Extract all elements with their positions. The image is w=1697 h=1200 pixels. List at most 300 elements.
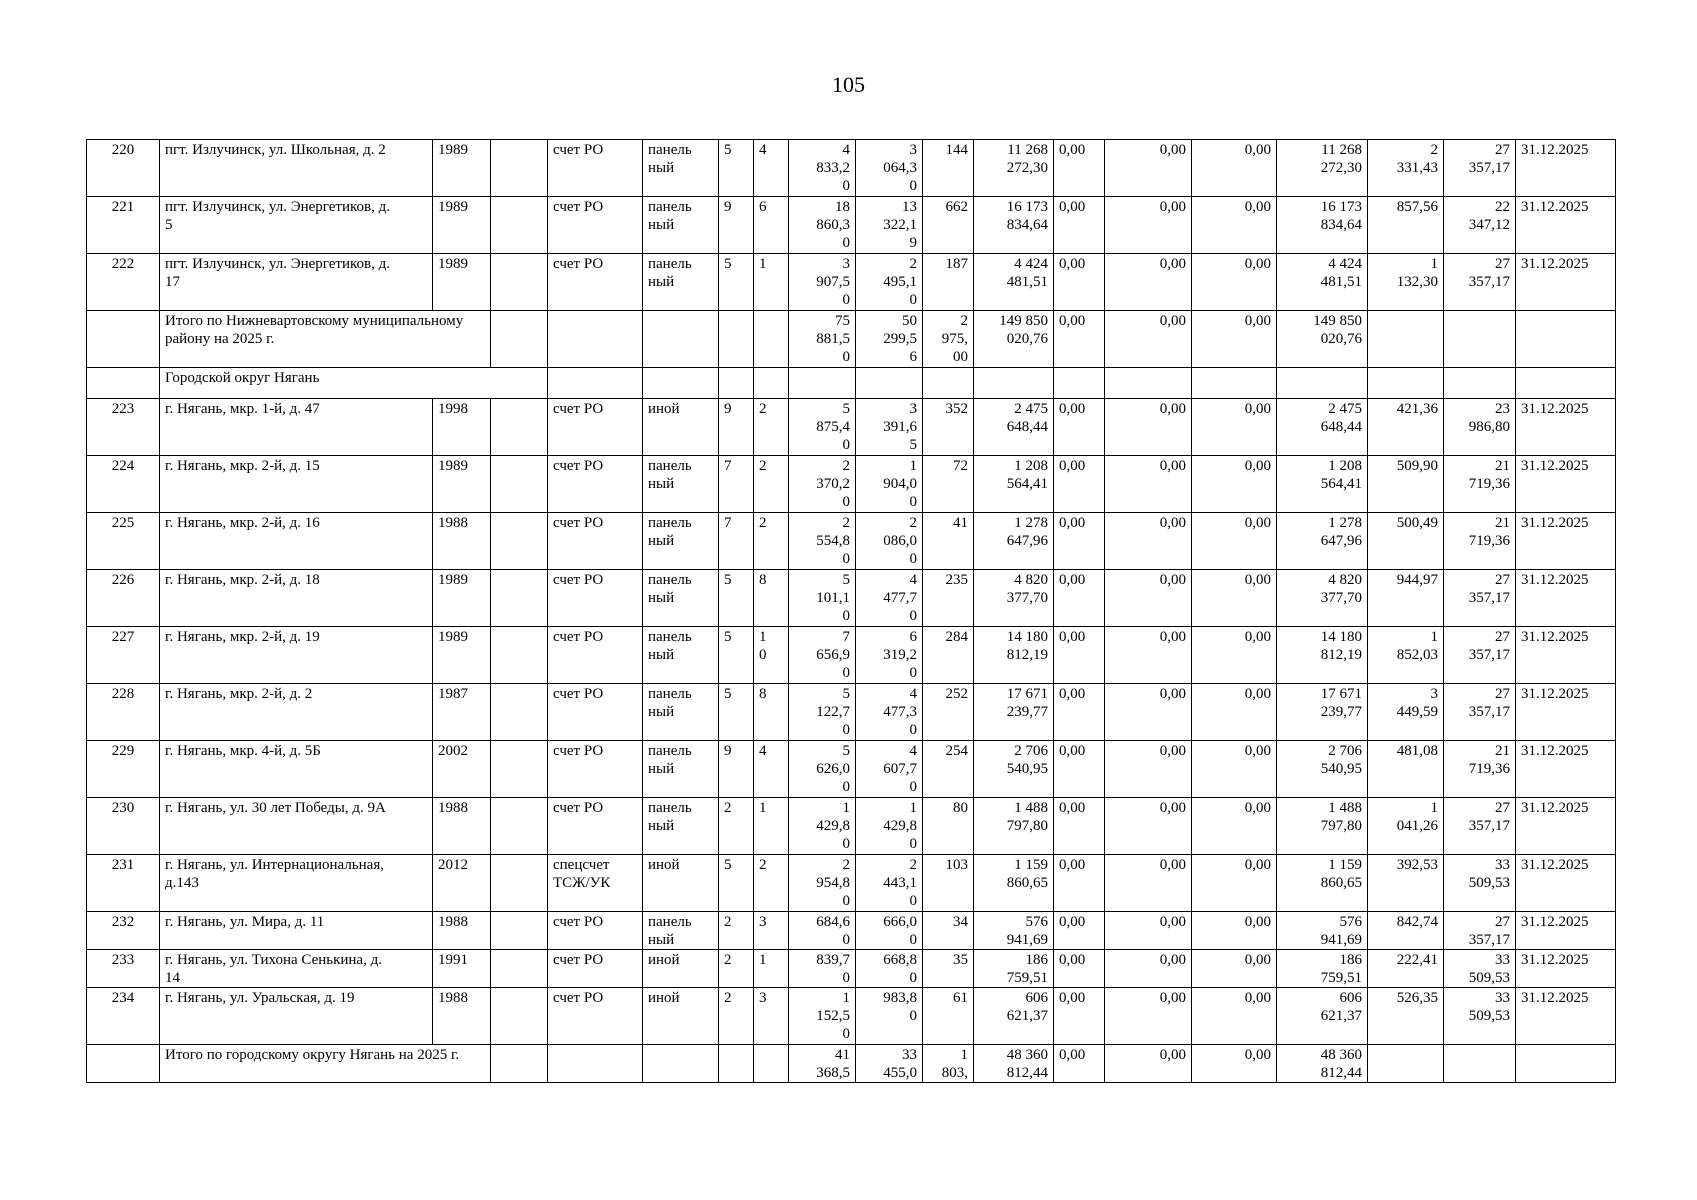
amount-cell: 0,00 bbox=[1054, 311, 1105, 368]
residents-cell: 254 bbox=[923, 741, 974, 798]
empty-cell bbox=[491, 684, 548, 741]
empty-cell bbox=[856, 368, 923, 399]
empty-cell bbox=[491, 855, 548, 912]
empty-cell bbox=[1105, 368, 1192, 399]
cost-cell: 16 173 834,64 bbox=[974, 197, 1054, 254]
cost-cell: 149 850 020,76 bbox=[974, 311, 1054, 368]
wall-material-cell: панель ный bbox=[643, 912, 719, 950]
empty-cell bbox=[974, 368, 1054, 399]
living-area-cell: 2 443,1 0 bbox=[856, 855, 923, 912]
account-cell: счет РО bbox=[548, 950, 643, 988]
repair-program-table bbox=[86, 139, 1616, 1083]
cost-cell: 1 488 797,80 bbox=[974, 798, 1054, 855]
wall-material-cell: иной bbox=[643, 855, 719, 912]
entrances-cell: 1 bbox=[754, 798, 789, 855]
specific-cost-cell: 509,90 bbox=[1368, 456, 1444, 513]
amount-cell: 0,00 bbox=[1192, 513, 1277, 570]
total-area-cell: 18 860,3 0 bbox=[789, 197, 856, 254]
amount-cell: 0,00 bbox=[1054, 855, 1105, 912]
empty-cell bbox=[491, 741, 548, 798]
completion-date-cell: 31.12.2025 bbox=[1516, 513, 1616, 570]
limit-cost-cell: 27 357,17 bbox=[1444, 684, 1516, 741]
total-row bbox=[87, 311, 1616, 368]
limit-cost-cell: 33 509,53 bbox=[1444, 950, 1516, 988]
residents-cell: 80 bbox=[923, 798, 974, 855]
living-area-cell: 33 455,0 bbox=[856, 1045, 923, 1083]
amount-cell: 0,00 bbox=[1105, 855, 1192, 912]
amount-cell: 0,00 bbox=[1192, 197, 1277, 254]
amount-cell: 0,00 bbox=[1054, 912, 1105, 950]
wall-material-cell: панель ный bbox=[643, 798, 719, 855]
amount-cell: 0,00 bbox=[1054, 798, 1105, 855]
floors-cell: 5 bbox=[719, 140, 754, 197]
empty-cell bbox=[491, 1045, 548, 1083]
amount-cell: 0,00 bbox=[1105, 513, 1192, 570]
entrances-cell: 2 bbox=[754, 456, 789, 513]
total-label: Итого по городскому округу Нягань на 2025 г. bbox=[160, 1045, 491, 1083]
table-row bbox=[87, 741, 1616, 798]
empty-cell bbox=[491, 950, 548, 988]
table-row bbox=[87, 684, 1616, 741]
entrances-cell: 1 bbox=[754, 950, 789, 988]
floors-cell: 2 bbox=[719, 950, 754, 988]
row-number-cell: 232 bbox=[87, 912, 160, 950]
residents-cell: 61 bbox=[923, 988, 974, 1045]
total-area-cell: 75 881,5 0 bbox=[789, 311, 856, 368]
empty-cell bbox=[1444, 368, 1516, 399]
row-number-cell: 230 bbox=[87, 798, 160, 855]
account-cell: счет РО bbox=[548, 798, 643, 855]
floors-cell: 9 bbox=[719, 741, 754, 798]
cost-cell: 48 360 812,44 bbox=[974, 1045, 1054, 1083]
table-row bbox=[87, 197, 1616, 254]
residents-cell: 2 975, 00 bbox=[923, 311, 974, 368]
living-area-cell: 13 322,1 9 bbox=[856, 197, 923, 254]
wall-material-cell: панель ный bbox=[643, 684, 719, 741]
cost-cell: 186 759,51 bbox=[974, 950, 1054, 988]
account-cell: счет РО bbox=[548, 254, 643, 311]
fund-cell: 149 850 020,76 bbox=[1277, 311, 1368, 368]
address-cell: г. Нягань, мкр. 2-й, д. 15 bbox=[160, 456, 433, 513]
address-cell: г. Нягань, мкр. 2-й, д. 18 bbox=[160, 570, 433, 627]
empty-cell bbox=[491, 456, 548, 513]
specific-cost-cell: 222,41 bbox=[1368, 950, 1444, 988]
empty-cell bbox=[754, 311, 789, 368]
limit-cost-cell: 21 719,36 bbox=[1444, 741, 1516, 798]
amount-cell: 0,00 bbox=[1054, 988, 1105, 1045]
cost-cell: 14 180 812,19 bbox=[974, 627, 1054, 684]
residents-cell: 187 bbox=[923, 254, 974, 311]
floors-cell: 2 bbox=[719, 988, 754, 1045]
table-row bbox=[87, 513, 1616, 570]
table-row bbox=[87, 855, 1616, 912]
empty-cell bbox=[1192, 368, 1277, 399]
entrances-cell: 6 bbox=[754, 197, 789, 254]
page-number: 105 bbox=[832, 72, 865, 97]
completion-date-cell: 31.12.2025 bbox=[1516, 254, 1616, 311]
floors-cell: 7 bbox=[719, 456, 754, 513]
total-area-cell: 2 554,8 0 bbox=[789, 513, 856, 570]
table-body bbox=[87, 140, 1616, 1083]
row-number-cell: 228 bbox=[87, 684, 160, 741]
limit-cost-cell: 27 357,17 bbox=[1444, 570, 1516, 627]
total-area-cell: 41 368,5 bbox=[789, 1045, 856, 1083]
empty-cell bbox=[1368, 1045, 1444, 1083]
wall-material-cell: панель ный bbox=[643, 627, 719, 684]
amount-cell: 0,00 bbox=[1054, 399, 1105, 456]
specific-cost-cell: 392,53 bbox=[1368, 855, 1444, 912]
wall-material-cell: иной bbox=[643, 988, 719, 1045]
account-cell: счет РО bbox=[548, 399, 643, 456]
completion-date-cell: 31.12.2025 bbox=[1516, 197, 1616, 254]
account-cell: счет РО bbox=[548, 988, 643, 1045]
account-cell: счет РО bbox=[548, 513, 643, 570]
fund-cell: 1 488 797,80 bbox=[1277, 798, 1368, 855]
amount-cell: 0,00 bbox=[1054, 570, 1105, 627]
amount-cell: 0,00 bbox=[1105, 627, 1192, 684]
amount-cell: 0,00 bbox=[1192, 950, 1277, 988]
amount-cell: 0,00 bbox=[1105, 798, 1192, 855]
living-area-cell: 3 391,6 5 bbox=[856, 399, 923, 456]
total-area-cell: 3 907,5 0 bbox=[789, 254, 856, 311]
fund-cell: 1 208 564,41 bbox=[1277, 456, 1368, 513]
address-cell: г. Нягань, ул. 30 лет Победы, д. 9А bbox=[160, 798, 433, 855]
wall-material-cell: панель ный bbox=[643, 513, 719, 570]
entrances-cell: 3 bbox=[754, 988, 789, 1045]
living-area-cell: 4 607,7 0 bbox=[856, 741, 923, 798]
amount-cell: 0,00 bbox=[1192, 140, 1277, 197]
living-area-cell: 983,8 0 bbox=[856, 988, 923, 1045]
total-label: Итого по Нижневартовскому муниципальному району на 2025 г. bbox=[160, 311, 491, 368]
wall-material-cell: панель ный bbox=[643, 741, 719, 798]
row-number-cell bbox=[87, 311, 160, 368]
amount-cell: 0,00 bbox=[1105, 950, 1192, 988]
specific-cost-cell: 944,97 bbox=[1368, 570, 1444, 627]
amount-cell: 0,00 bbox=[1105, 1045, 1192, 1083]
amount-cell: 0,00 bbox=[1054, 197, 1105, 254]
residents-cell: 352 bbox=[923, 399, 974, 456]
living-area-cell: 4 477,3 0 bbox=[856, 684, 923, 741]
empty-cell bbox=[719, 1045, 754, 1083]
section-header-row bbox=[87, 368, 1616, 399]
amount-cell: 0,00 bbox=[1054, 627, 1105, 684]
fund-cell: 16 173 834,64 bbox=[1277, 197, 1368, 254]
specific-cost-cell: 3 449,59 bbox=[1368, 684, 1444, 741]
row-number-cell: 226 bbox=[87, 570, 160, 627]
floors-cell: 5 bbox=[719, 254, 754, 311]
address-cell: пгт. Излучинск, ул. Энергетиков, д. 5 bbox=[160, 197, 433, 254]
fund-cell: 576 941,69 bbox=[1277, 912, 1368, 950]
row-number-cell bbox=[87, 368, 160, 399]
total-area-cell: 4 833,2 0 bbox=[789, 140, 856, 197]
empty-cell bbox=[1516, 368, 1616, 399]
amount-cell: 0,00 bbox=[1054, 684, 1105, 741]
specific-cost-cell: 526,35 bbox=[1368, 988, 1444, 1045]
limit-cost-cell: 21 719,36 bbox=[1444, 456, 1516, 513]
total-area-cell: 2 954,8 0 bbox=[789, 855, 856, 912]
cost-cell: 4 820 377,70 bbox=[974, 570, 1054, 627]
table-row bbox=[87, 627, 1616, 684]
empty-cell bbox=[491, 197, 548, 254]
account-cell: счет РО bbox=[548, 456, 643, 513]
row-number-cell bbox=[87, 1045, 160, 1083]
address-cell: пгт. Излучинск, ул. Энергетиков, д. 17 bbox=[160, 254, 433, 311]
empty-cell bbox=[719, 311, 754, 368]
amount-cell: 0,00 bbox=[1192, 741, 1277, 798]
row-number-cell: 225 bbox=[87, 513, 160, 570]
table-row bbox=[87, 570, 1616, 627]
table-row bbox=[87, 950, 1616, 988]
year-cell: 1998 bbox=[433, 399, 491, 456]
completion-date-cell: 31.12.2025 bbox=[1516, 399, 1616, 456]
living-area-cell: 2 495,1 0 bbox=[856, 254, 923, 311]
fund-cell: 14 180 812,19 bbox=[1277, 627, 1368, 684]
total-area-cell: 684,6 0 bbox=[789, 912, 856, 950]
total-area-cell: 5 122,7 0 bbox=[789, 684, 856, 741]
residents-cell: 103 bbox=[923, 855, 974, 912]
limit-cost-cell: 27 357,17 bbox=[1444, 254, 1516, 311]
living-area-cell: 50 299,5 6 bbox=[856, 311, 923, 368]
empty-cell bbox=[1277, 368, 1368, 399]
specific-cost-cell: 857,56 bbox=[1368, 197, 1444, 254]
amount-cell: 0,00 bbox=[1054, 456, 1105, 513]
residents-cell: 34 bbox=[923, 912, 974, 950]
specific-cost-cell: 842,74 bbox=[1368, 912, 1444, 950]
living-area-cell: 1 429,8 0 bbox=[856, 798, 923, 855]
amount-cell: 0,00 bbox=[1192, 684, 1277, 741]
row-number-cell: 229 bbox=[87, 741, 160, 798]
cost-cell: 1 159 860,65 bbox=[974, 855, 1054, 912]
entrances-cell: 2 bbox=[754, 513, 789, 570]
living-area-cell: 4 477,7 0 bbox=[856, 570, 923, 627]
account-cell: счет РО bbox=[548, 140, 643, 197]
year-cell: 1989 bbox=[433, 197, 491, 254]
completion-date-cell: 31.12.2025 bbox=[1516, 684, 1616, 741]
address-cell: г. Нягань, ул. Уральская, д. 19 bbox=[160, 988, 433, 1045]
amount-cell: 0,00 bbox=[1192, 855, 1277, 912]
section-title: Городской округ Нягань bbox=[160, 368, 548, 399]
year-cell: 1989 bbox=[433, 456, 491, 513]
address-cell: г. Нягань, мкр. 1-й, д. 47 bbox=[160, 399, 433, 456]
amount-cell: 0,00 bbox=[1192, 399, 1277, 456]
empty-cell bbox=[491, 399, 548, 456]
floors-cell: 5 bbox=[719, 684, 754, 741]
year-cell: 1989 bbox=[433, 627, 491, 684]
residents-cell: 72 bbox=[923, 456, 974, 513]
floors-cell: 5 bbox=[719, 855, 754, 912]
empty-cell bbox=[491, 254, 548, 311]
cost-cell: 606 621,37 bbox=[974, 988, 1054, 1045]
empty-cell bbox=[548, 1045, 643, 1083]
year-cell: 2002 bbox=[433, 741, 491, 798]
fund-cell: 48 360 812,44 bbox=[1277, 1045, 1368, 1083]
fund-cell: 606 621,37 bbox=[1277, 988, 1368, 1045]
entrances-cell: 4 bbox=[754, 741, 789, 798]
fund-cell: 2 475 648,44 bbox=[1277, 399, 1368, 456]
specific-cost-cell: 481,08 bbox=[1368, 741, 1444, 798]
empty-cell bbox=[1444, 1045, 1516, 1083]
cost-cell: 4 424 481,51 bbox=[974, 254, 1054, 311]
specific-cost-cell: 2 331,43 bbox=[1368, 140, 1444, 197]
limit-cost-cell: 33 509,53 bbox=[1444, 988, 1516, 1045]
address-cell: г. Нягань, ул. Тихона Сенькина, д. 14 bbox=[160, 950, 433, 988]
entrances-cell: 1 bbox=[754, 254, 789, 311]
table-row bbox=[87, 254, 1616, 311]
account-cell: счет РО bbox=[548, 741, 643, 798]
empty-cell bbox=[491, 513, 548, 570]
specific-cost-cell: 500,49 bbox=[1368, 513, 1444, 570]
account-cell: спецсчет ТСЖ/УК bbox=[548, 855, 643, 912]
cost-cell: 576 941,69 bbox=[974, 912, 1054, 950]
entrances-cell: 3 bbox=[754, 912, 789, 950]
living-area-cell: 3 064,3 0 bbox=[856, 140, 923, 197]
completion-date-cell: 31.12.2025 bbox=[1516, 950, 1616, 988]
fund-cell: 2 706 540,95 bbox=[1277, 741, 1368, 798]
year-cell: 1989 bbox=[433, 570, 491, 627]
specific-cost-cell: 1 132,30 bbox=[1368, 254, 1444, 311]
row-number-cell: 220 bbox=[87, 140, 160, 197]
completion-date-cell: 31.12.2025 bbox=[1516, 140, 1616, 197]
empty-cell bbox=[491, 311, 548, 368]
completion-date-cell: 31.12.2025 bbox=[1516, 456, 1616, 513]
wall-material-cell: панель ный bbox=[643, 456, 719, 513]
amount-cell: 0,00 bbox=[1054, 140, 1105, 197]
row-number-cell: 221 bbox=[87, 197, 160, 254]
entrances-cell: 2 bbox=[754, 855, 789, 912]
specific-cost-cell: 1 041,26 bbox=[1368, 798, 1444, 855]
address-cell: г. Нягань, мкр. 4-й, д. 5Б bbox=[160, 741, 433, 798]
address-cell: г. Нягань, мкр. 2-й, д. 2 bbox=[160, 684, 433, 741]
empty-cell bbox=[491, 140, 548, 197]
specific-cost-cell: 421,36 bbox=[1368, 399, 1444, 456]
address-cell: г. Нягань, мкр. 2-й, д. 16 bbox=[160, 513, 433, 570]
wall-material-cell: иной bbox=[643, 950, 719, 988]
empty-cell bbox=[923, 368, 974, 399]
empty-cell bbox=[491, 570, 548, 627]
floors-cell: 7 bbox=[719, 513, 754, 570]
empty-cell bbox=[1368, 311, 1444, 368]
limit-cost-cell: 27 357,17 bbox=[1444, 798, 1516, 855]
residents-cell: 1 803, bbox=[923, 1045, 974, 1083]
living-area-cell: 2 086,0 0 bbox=[856, 513, 923, 570]
table-row bbox=[87, 798, 1616, 855]
account-cell: счет РО bbox=[548, 570, 643, 627]
living-area-cell: 666,0 0 bbox=[856, 912, 923, 950]
cost-cell: 1 278 647,96 bbox=[974, 513, 1054, 570]
amount-cell: 0,00 bbox=[1192, 570, 1277, 627]
completion-date-cell: 31.12.2025 bbox=[1516, 988, 1616, 1045]
limit-cost-cell: 23 986,80 bbox=[1444, 399, 1516, 456]
year-cell: 1989 bbox=[433, 140, 491, 197]
total-area-cell: 2 370,2 0 bbox=[789, 456, 856, 513]
total-area-cell: 7 656,9 0 bbox=[789, 627, 856, 684]
amount-cell: 0,00 bbox=[1192, 456, 1277, 513]
empty-cell bbox=[491, 627, 548, 684]
entrances-cell: 1 0 bbox=[754, 627, 789, 684]
year-cell: 1987 bbox=[433, 684, 491, 741]
entrances-cell: 4 bbox=[754, 140, 789, 197]
fund-cell: 4 820 377,70 bbox=[1277, 570, 1368, 627]
living-area-cell: 6 319,2 0 bbox=[856, 627, 923, 684]
empty-cell bbox=[643, 1045, 719, 1083]
amount-cell: 0,00 bbox=[1192, 254, 1277, 311]
entrances-cell: 8 bbox=[754, 684, 789, 741]
living-area-cell: 668,8 0 bbox=[856, 950, 923, 988]
total-area-cell: 1 152,5 0 bbox=[789, 988, 856, 1045]
account-cell: счет РО bbox=[548, 912, 643, 950]
address-cell: г. Нягань, ул. Интернациональная, д.143 bbox=[160, 855, 433, 912]
year-cell: 1989 bbox=[433, 254, 491, 311]
row-number-cell: 223 bbox=[87, 399, 160, 456]
row-number-cell: 222 bbox=[87, 254, 160, 311]
amount-cell: 0,00 bbox=[1105, 197, 1192, 254]
limit-cost-cell: 27 357,17 bbox=[1444, 627, 1516, 684]
empty-cell bbox=[643, 311, 719, 368]
empty-cell bbox=[491, 798, 548, 855]
completion-date-cell: 31.12.2025 bbox=[1516, 798, 1616, 855]
floors-cell: 5 bbox=[719, 627, 754, 684]
amount-cell: 0,00 bbox=[1192, 1045, 1277, 1083]
completion-date-cell: 31.12.2025 bbox=[1516, 855, 1616, 912]
empty-cell bbox=[548, 311, 643, 368]
year-cell: 1988 bbox=[433, 912, 491, 950]
year-cell: 2012 bbox=[433, 855, 491, 912]
account-cell: счет РО bbox=[548, 684, 643, 741]
year-cell: 1988 bbox=[433, 988, 491, 1045]
amount-cell: 0,00 bbox=[1054, 254, 1105, 311]
residents-cell: 252 bbox=[923, 684, 974, 741]
floors-cell: 9 bbox=[719, 197, 754, 254]
limit-cost-cell: 21 719,36 bbox=[1444, 513, 1516, 570]
fund-cell: 1 159 860,65 bbox=[1277, 855, 1368, 912]
residents-cell: 41 bbox=[923, 513, 974, 570]
floors-cell: 2 bbox=[719, 798, 754, 855]
empty-cell bbox=[491, 912, 548, 950]
amount-cell: 0,00 bbox=[1105, 254, 1192, 311]
floors-cell: 2 bbox=[719, 912, 754, 950]
empty-cell bbox=[719, 368, 754, 399]
cost-cell: 2 706 540,95 bbox=[974, 741, 1054, 798]
residents-cell: 144 bbox=[923, 140, 974, 197]
amount-cell: 0,00 bbox=[1192, 988, 1277, 1045]
wall-material-cell: панель ный bbox=[643, 254, 719, 311]
account-cell: счет РО bbox=[548, 197, 643, 254]
amount-cell: 0,00 bbox=[1105, 140, 1192, 197]
row-number-cell: 227 bbox=[87, 627, 160, 684]
empty-cell bbox=[754, 368, 789, 399]
fund-cell: 186 759,51 bbox=[1277, 950, 1368, 988]
residents-cell: 662 bbox=[923, 197, 974, 254]
amount-cell: 0,00 bbox=[1105, 988, 1192, 1045]
limit-cost-cell: 22 347,12 bbox=[1444, 197, 1516, 254]
empty-cell bbox=[1054, 368, 1105, 399]
amount-cell: 0,00 bbox=[1054, 1045, 1105, 1083]
row-number-cell: 233 bbox=[87, 950, 160, 988]
cost-cell: 2 475 648,44 bbox=[974, 399, 1054, 456]
amount-cell: 0,00 bbox=[1105, 741, 1192, 798]
amount-cell: 0,00 bbox=[1192, 311, 1277, 368]
row-number-cell: 234 bbox=[87, 988, 160, 1045]
amount-cell: 0,00 bbox=[1054, 950, 1105, 988]
entrances-cell: 2 bbox=[754, 399, 789, 456]
table-row bbox=[87, 140, 1616, 197]
total-area-cell: 5 875,4 0 bbox=[789, 399, 856, 456]
table-row bbox=[87, 456, 1616, 513]
table-row bbox=[87, 399, 1616, 456]
amount-cell: 0,00 bbox=[1105, 311, 1192, 368]
wall-material-cell: панель ный bbox=[643, 197, 719, 254]
year-cell: 1988 bbox=[433, 513, 491, 570]
